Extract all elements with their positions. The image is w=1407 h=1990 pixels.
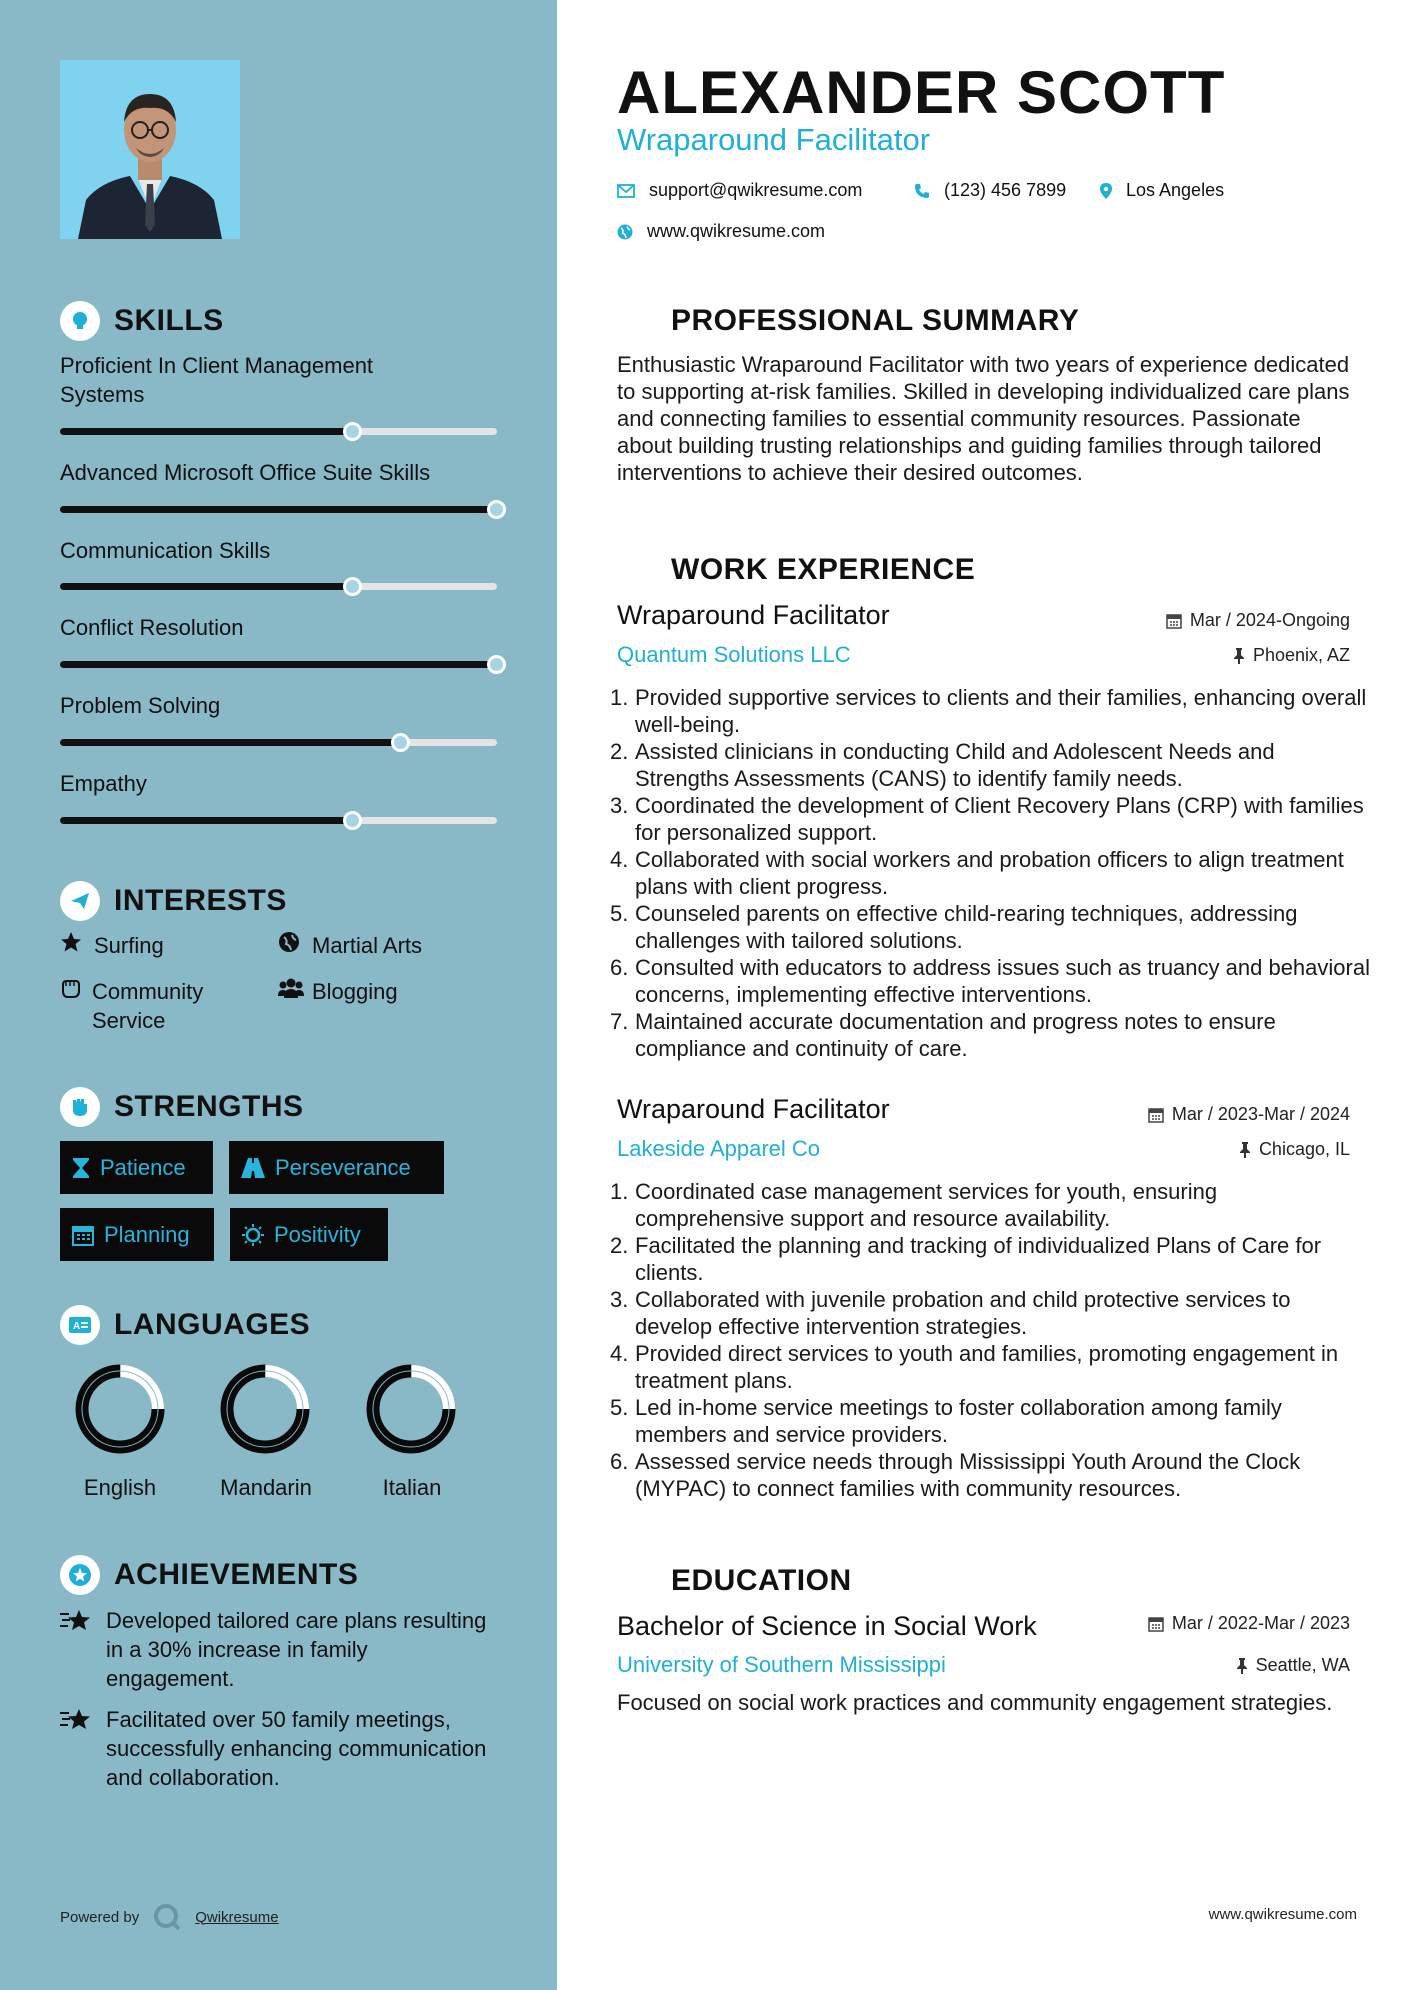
phone-text: (123) 456 7899 xyxy=(944,180,1067,200)
job-location-text: Phoenix, AZ xyxy=(1252,645,1350,665)
skill-bar-knob xyxy=(343,811,362,830)
job-dates xyxy=(1166,610,1350,631)
contact-email[interactable] xyxy=(617,180,862,201)
interest-item xyxy=(278,977,398,1006)
qwikresume-logo-icon xyxy=(153,1903,181,1931)
calendar-icon xyxy=(72,1224,94,1246)
language-ring-outline xyxy=(373,1371,449,1447)
skill-bar xyxy=(60,739,497,746)
interest-label: Martial Arts xyxy=(312,933,423,958)
strength-label: Patience xyxy=(100,1154,186,1180)
summary-heading xyxy=(617,301,1079,341)
bullet-item: 5. Led in-home service meetings to foster collaboration among family members and service providers. xyxy=(610,1394,1370,1448)
powered-by-label: Powered by xyxy=(60,1908,140,1926)
achievement-item xyxy=(60,1705,500,1792)
contact-location xyxy=(1100,180,1224,201)
skill-label: Advanced Microsoft Office Suite Skills xyxy=(60,460,431,485)
fist-icon xyxy=(60,1087,100,1127)
bullet-text: Coordinated the development of Client Recovery Plans (CRP) with families for personalized support. xyxy=(635,793,1364,845)
skill-bar-fill xyxy=(60,817,353,824)
powered-by xyxy=(60,1903,279,1931)
job-company: Quantum Solutions LLC xyxy=(617,642,851,667)
bullet-text: Provided direct services to youth and families, promoting engagement in treatment plans. xyxy=(635,1341,1339,1393)
candidate-name: ALEXANDER SCOTT xyxy=(617,59,1226,126)
language-rings xyxy=(0,1355,557,1465)
education-dates xyxy=(1148,1613,1350,1634)
bullet-item: 2. Assisted clinicians in conducting Child and Adolescent Needs and Strengths Assessments (CANS) to identify family needs. xyxy=(610,738,1370,792)
star-badge-icon xyxy=(60,1555,100,1595)
shooting-star-icon xyxy=(60,1608,94,1693)
school-name: University of Southern Mississippi xyxy=(617,1652,946,1677)
education-location xyxy=(1236,1655,1350,1676)
profile-photo xyxy=(60,60,240,239)
language-label: Mandarin xyxy=(220,1475,312,1500)
interest-item xyxy=(60,931,164,960)
skill-bar-knob xyxy=(487,500,506,519)
strength-chip xyxy=(230,1208,388,1261)
bullet-item: 1. Coordinated case management services for youth, ensuring comprehensive support and resource availability. xyxy=(610,1178,1370,1232)
bullet-text: Collaborated with social workers and probation officers to align treatment plans with client progress. xyxy=(635,847,1344,899)
education-description: Focused on social work practices and community engagement strategies. xyxy=(617,1690,1333,1715)
achievement-item xyxy=(60,1606,500,1693)
skill-bar-knob xyxy=(487,655,506,674)
language-card-icon xyxy=(60,1305,100,1345)
skill-label: Conflict Resolution xyxy=(60,615,244,640)
job-bullets xyxy=(610,1178,1370,1502)
bullet-text: Assessed service needs through Mississippi Youth Around the Clock (MYPAC) to connect families with community resources. xyxy=(635,1449,1301,1501)
interest-item xyxy=(278,931,422,960)
candidate-role: Wraparound Facilitator xyxy=(617,122,931,157)
strengths-title: STRENGTHS xyxy=(114,1090,304,1123)
job-location xyxy=(1239,1139,1350,1160)
skills-title: SKILLS xyxy=(114,304,224,337)
road-icon xyxy=(241,1158,265,1178)
bullet-item: 5. Counseled parents on effective child-rearing techniques, addressing challenges with tailored solutions. xyxy=(610,900,1370,954)
globe-icon xyxy=(278,931,302,960)
interest-item xyxy=(60,977,260,1035)
achievements-title: ACHIEVEMENTS xyxy=(114,1558,359,1591)
svg-text:A: A xyxy=(73,1321,81,1332)
job-title: Wraparound Facilitator xyxy=(617,600,890,630)
summary-text: Enthusiastic Wraparound Facilitator with two years of experience dedicated to supporting at-risk families. Skilled in developing individualized care plans and connecting families to essential community resources. Passionate about building trusting relationships and guiding families through tailored interventions to achieve their desired outcomes. xyxy=(617,352,1350,485)
language-label: Italian xyxy=(382,1475,442,1500)
job-location-text: Chicago, IL xyxy=(1258,1139,1350,1159)
skill-bar xyxy=(60,583,497,590)
sidebar xyxy=(0,0,557,1990)
skill-bar-fill xyxy=(60,428,353,435)
languages-heading xyxy=(60,1305,310,1345)
email-text: support@qwikresume.com xyxy=(649,180,863,200)
pushpin-icon xyxy=(1239,1142,1251,1158)
interest-label: Surfing xyxy=(94,933,164,958)
skill-bar xyxy=(60,506,497,513)
summary-title: PROFESSIONAL SUMMARY xyxy=(671,304,1080,337)
calendar-icon xyxy=(1148,1616,1164,1632)
skill-bar xyxy=(60,817,497,824)
strength-chip xyxy=(60,1208,214,1261)
shooting-star-icon xyxy=(60,1707,94,1792)
contact-website[interactable] xyxy=(617,221,825,242)
skill-bar-fill xyxy=(60,739,401,746)
skill-bar-fill xyxy=(60,661,497,668)
pushpin-icon xyxy=(1233,648,1245,664)
language-label: English xyxy=(83,1475,157,1500)
job-company: Lakeside Apparel Co xyxy=(617,1136,821,1161)
skill-bar-knob xyxy=(343,422,362,441)
skill-bar xyxy=(60,428,497,435)
strength-chip xyxy=(229,1141,444,1194)
envelope-icon xyxy=(617,184,635,198)
education-dates-text: Mar / 2022-Mar / 2023 xyxy=(1171,1613,1350,1633)
bullet-item: 6. Assessed service needs through Mississippi Youth Around the Clock (MYPAC) to connect families with community resources. xyxy=(610,1448,1370,1502)
sun-icon xyxy=(242,1224,264,1246)
job-dates-text: Mar / 2023-Mar / 2024 xyxy=(1171,1104,1350,1124)
bullet-text: Led in-home service meetings to foster collaboration among family members and service providers. xyxy=(635,1395,1282,1447)
education-location-text: Seattle, WA xyxy=(1255,1655,1350,1675)
graduate-icon xyxy=(617,1561,657,1601)
bullet-item: 6. Consulted with educators to address issues such as truancy and behavioral concerns, implementing effective interventions. xyxy=(610,955,1370,1007)
bullet-text: Maintained accurate documentation and progress notes to ensure compliance and continuity of care. xyxy=(635,1009,1276,1061)
languages-title: LANGUAGES xyxy=(114,1308,311,1341)
skill-bar xyxy=(60,661,497,668)
experience-heading xyxy=(617,550,975,590)
bullet-item: 1. Provided supportive services to clients and their families, enhancing overall well-being. xyxy=(610,684,1370,738)
skill-label: Empathy xyxy=(60,771,147,796)
calendar-icon xyxy=(1166,613,1182,629)
bullet-text: Coordinated case management services for youth, ensuring comprehensive support and resource availability. xyxy=(635,1179,1218,1231)
calendar-icon xyxy=(1148,1107,1164,1123)
bullet-item: 3. Collaborated with juvenile probation and child protective services to develop effective intervention strategies. xyxy=(610,1286,1370,1340)
language-ring-outline xyxy=(82,1371,158,1447)
skills-heading xyxy=(60,301,224,341)
contact-phone[interactable] xyxy=(914,180,1066,201)
skill-label: Communication Skills xyxy=(60,538,271,563)
location-text: Los Angeles xyxy=(1126,180,1225,200)
bullet-item: 3. Coordinated the development of Client Recovery Plans (CRP) with families for personalized support. xyxy=(610,792,1370,846)
bullet-item: 4. Provided direct services to youth and families, promoting engagement in treatment plans. xyxy=(610,1340,1370,1394)
bullet-text: Consulted with educators to address issues such as truancy and behavioral concerns, implementing effective interventions. xyxy=(635,955,1370,1007)
strength-chip xyxy=(60,1141,213,1194)
degree-title: Bachelor of Science in Social Work xyxy=(617,1611,1037,1641)
website-text: www.qwikresume.com xyxy=(647,221,826,241)
education-title: EDUCATION xyxy=(671,1564,852,1597)
lightbulb-icon xyxy=(60,301,100,341)
skill-bar-fill xyxy=(60,506,497,513)
strength-label: Planning xyxy=(104,1221,190,1247)
user-icon xyxy=(617,301,657,341)
bullet-text: Facilitated the planning and tracking of individualized Plans of Care for clients. xyxy=(635,1233,1322,1285)
achievement-text: Developed tailored care plans resulting in a 30% increase in family engagement. xyxy=(106,1608,487,1691)
bullet-text: Counseled parents on effective child-rearing techniques, addressing challenges with tailored solutions. xyxy=(635,901,1298,953)
paper-plane-icon xyxy=(60,881,100,921)
phone-icon xyxy=(914,183,930,199)
strength-label: Positivity xyxy=(274,1221,361,1247)
bullet-text: Collaborated with juvenile probation and child protective services to develop effective intervention strategies. xyxy=(635,1287,1291,1339)
education-heading xyxy=(617,1561,852,1601)
bullet-item: 4. Collaborated with social workers and probation officers to align treatment plans with client progress. xyxy=(610,846,1370,900)
map-pin-icon xyxy=(1100,183,1112,199)
qwikresume-link[interactable]: Qwikresume xyxy=(195,1908,279,1926)
bullet-item: 2. Facilitated the planning and tracking of individualized Plans of Care for clients. xyxy=(610,1232,1370,1286)
skill-bar-knob xyxy=(343,577,362,596)
star-icon xyxy=(60,931,84,960)
job-location xyxy=(1233,645,1350,666)
interests-title: INTERESTS xyxy=(114,884,287,917)
bullet-text: Provided supportive services to clients and their families, enhancing overall well-being. xyxy=(635,685,1367,737)
skill-bar-fill xyxy=(60,583,353,590)
experience-title: WORK EXPERIENCE xyxy=(671,553,976,586)
achievement-text: Facilitated over 50 family meetings, successfully enhancing communication and collaboration. xyxy=(106,1707,487,1790)
job-title: Wraparound Facilitator xyxy=(617,1094,890,1124)
bullet-text: Assisted clinicians in conducting Child and Adolescent Needs and Strengths Assessments (CANS) to identify family needs. xyxy=(635,739,1275,791)
job-dates-text: Mar / 2024-Ongoing xyxy=(1189,610,1350,630)
interests-heading xyxy=(60,881,287,921)
strength-label: Perseverance xyxy=(275,1154,411,1180)
language-ring-outline xyxy=(227,1371,303,1447)
bullet-item: 7. Maintained accurate documentation and progress notes to ensure compliance and continuity of care. xyxy=(610,1008,1370,1062)
hourglass-icon xyxy=(72,1157,90,1179)
users-icon xyxy=(278,977,302,1006)
achievements-heading xyxy=(60,1555,358,1595)
skill-label: Proficient In Client Management Systems xyxy=(60,353,374,407)
skill-label: Problem Solving xyxy=(60,693,221,718)
pushpin-icon xyxy=(1236,1658,1248,1674)
globe-icon xyxy=(617,224,633,240)
skill-bar-knob xyxy=(391,733,410,752)
interest-label: Community Service xyxy=(92,979,204,1033)
hand-icon xyxy=(60,977,82,1006)
office-chair-icon xyxy=(617,550,657,590)
job-bullets xyxy=(610,684,1370,1062)
job-dates xyxy=(1148,1104,1350,1125)
footer-url[interactable]: www.qwikresume.com xyxy=(1208,1906,1357,1923)
strengths-heading xyxy=(60,1087,304,1127)
interest-label: Blogging xyxy=(312,979,398,1004)
